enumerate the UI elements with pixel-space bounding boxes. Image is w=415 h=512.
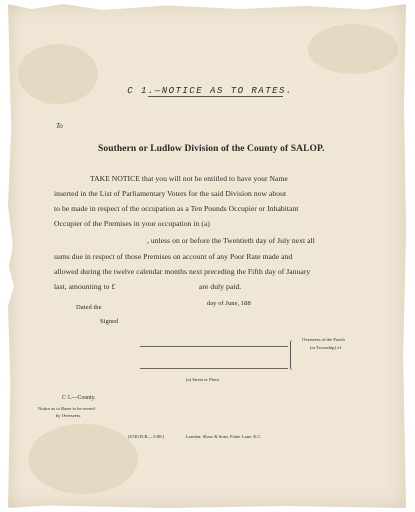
body-line: , unless on or before the Twentieth day of July next all	[147, 236, 315, 245]
body-line: allowed during the twelve calendar months next preceding the Fifth day of January	[54, 267, 311, 276]
amount-line: last, amounting to £	[54, 282, 116, 291]
dated-label: Dated the	[76, 304, 102, 311]
form-note: Notice as to Rates to be served	[38, 406, 95, 411]
overseers-brace	[290, 340, 295, 370]
body-line: TAKE NOTICE that you will not be entitled to have your Name	[90, 174, 288, 183]
body-line: are duly paid.	[199, 282, 242, 291]
township-label: (or Township) of	[310, 345, 341, 350]
street-note: (a) Street or Place.	[186, 377, 221, 382]
signature-line	[140, 368, 288, 369]
body-line: Occupier of the Premises in your occupation in (a)	[54, 219, 211, 228]
day-of-june: day of June, 188	[207, 300, 251, 307]
signed-label: Signed	[100, 318, 119, 325]
form-code: C 1.—County.	[62, 395, 96, 401]
notice-header: C 1.—NOTICE AS TO RATES.	[127, 86, 293, 96]
paper-stain	[308, 24, 398, 74]
overseers-label: Overseers of the Parish	[302, 337, 345, 342]
division-title: Southern or Ludlow Division of the County of SALOP.	[98, 144, 325, 154]
body-line: sums due in respect of those Premises on account of any Poor Rate made and	[54, 252, 293, 261]
header-underline	[148, 96, 283, 97]
body-line: to be made in respect of the occupation as a Ten Pounds Occupier or Inhabitant	[54, 204, 299, 213]
body-line: inserted in the List of Parliamentary Voters for the said Division now about	[54, 189, 287, 198]
form-note: by Overseers.	[56, 413, 82, 418]
paper-stain	[28, 424, 138, 494]
paper-stain	[18, 44, 98, 104]
signature-line	[140, 346, 288, 347]
printer-code: [6740 D.R.—3-88.]	[128, 434, 165, 439]
to-label: To	[56, 122, 63, 130]
printer-info: London: Shaw & Sons, Fetter Lane, E.C.	[186, 434, 262, 439]
